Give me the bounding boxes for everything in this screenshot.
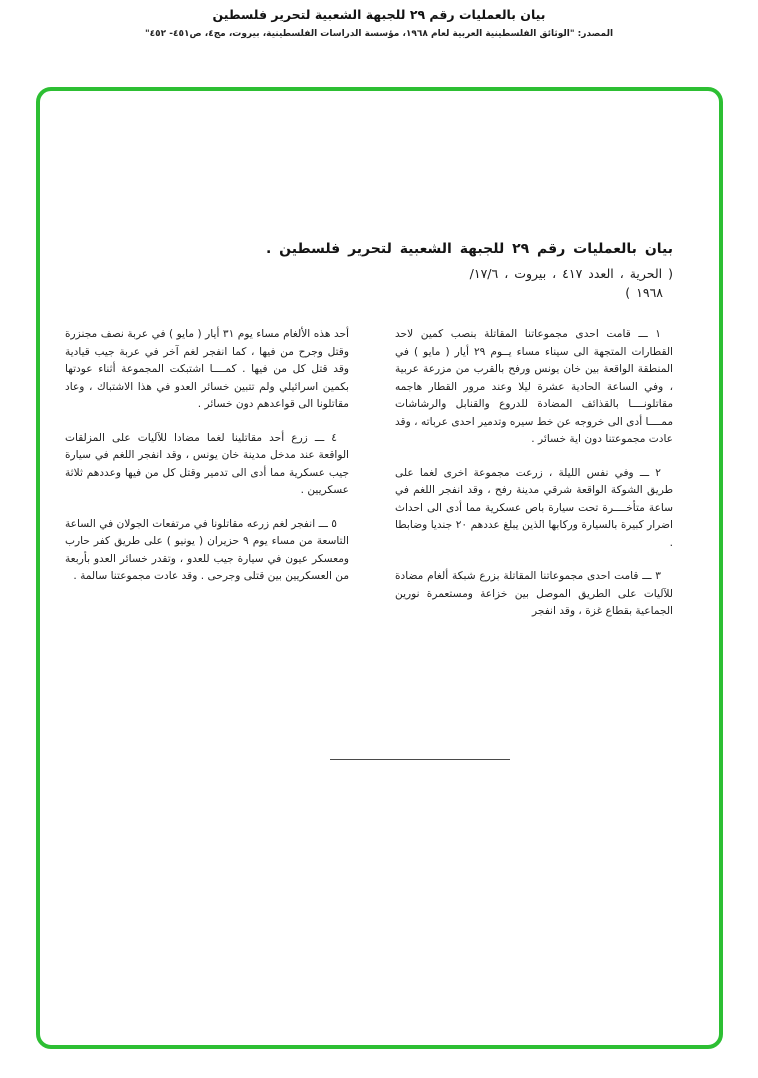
scanned-document — [65, 91, 673, 637]
left-column — [65, 326, 349, 637]
page-header-source: المصدر: "الوثائق الفلسطينية العربية لعام ١٩٦٨، مؤسسة الدراسات الفلسطينية، بيروت، مج٤، ص٤٥١- ٤٥٢" — [144, 29, 614, 39]
document-frame — [36, 87, 723, 1049]
document-title: بيان بالعمليات رقم ٢٩ للجبهة الشعبية لتحرير فلسطين . — [265, 241, 673, 257]
document-subtitle-line1: ( الحرية ، العدد ٤١٧ ، بيروت ، ١٧/٦/ — [469, 266, 673, 281]
two-column-text — [65, 326, 673, 637]
paragraph-item-3: ٣ ـــ قامت احدى مجموعاتنا المقاتلة بزرع شبكة ألغام مضادة للآليات على الطريق الموصل بين خزاعة ومستعمرة نورين الجماعية بقطاع غزة ، وقد انفجر — [395, 570, 673, 617]
page-header-title: بيان بالعمليات رقم ٢٩ للجبهة الشعبية لتحرير فلسطين — [212, 7, 546, 22]
paragraph-item-1: ١ ـــ قامت احدى مجموعاتنا المقاتلة بنصب كمين لاحد القطارات المتجهة الى سيناء مساء يــوم ٢٩ أيار ( مايو ) في المنطقة الواقعة بين خان يونس ورفح بالقرب من مزرعة عربية ، وفي الساعة الحادية عشرة ليلا وعند مرور القطار هاجمه مقاتلونــــا بالقذائف المضادة للدروع والقنابل والرشاشات ممــــا أدى الى خروجه عن خط سيره وتدمير احدى عرباته ، وقد عادت مجموعتنا دون اية خسائر . — [395, 328, 673, 445]
document-subtitle — [65, 264, 673, 302]
paragraph-item-3-continued: أحد هذه الألغام مساء يوم ٣١ أيار ( مايو ) في عربة نصف مجنزرة وقتل وجرح من فيها ، كما انفجر لغم آخر في عربة جيب قيادية وقد قتل كل من فيها . كمــــا اشتبكت المجموعة أثناء عودتها بكمين اسرائيلي ولم تتبين خسائر العدو في هذا الاشتباك ، وعاد مقاتلونا الى قواعدهم دون خسائر . — [65, 328, 349, 410]
document-subtitle-line2: ١٩٦٨ ) — [625, 285, 663, 300]
divider-line — [330, 759, 510, 760]
paragraph-item-2: ٢ ـــ وفي نفس الليلة ، زرعت مجموعة اخرى لغما على طريق الشوكة الواقعة شرقي مدينة رفح ، وقد انفجر اللغم في ساعة متأخــــرة تحت سيارة باص عسكرية مما أدى الى احداث اضرار كبيرة بالسيارة وركابها الذين يبلغ عددهم ٢٠ جنديا وضابطا . — [395, 466, 673, 549]
right-column — [395, 326, 673, 637]
paragraph-item-5: ٥ ـــ انفجر لغم زرعه مقاتلونا في مرتفعات الجولان في الساعة التاسعة من مساء يوم ٩ حزيران ( يونيو ) على طريق كفر حارب ومعسكر عيون في سيارة جيب للعدو ، وتقدر خسائر العدو بأربعة من العسكريين بين قتلى وجرحى . وقد عادت مجموعتنا سالمة . — [65, 517, 349, 582]
paragraph-item-4: ٤ ـــ زرع أحد مقاتلينا لغما مضادا للآليات على المزلقات الواقعة عند مدخل مدينة خان يونس ، وقد انفجر اللغم في سيارة جيب عسكرية مما أدى الى تدمير وقتل كل من فيها وعددهم ثلاثة عسكريين . — [65, 431, 349, 496]
